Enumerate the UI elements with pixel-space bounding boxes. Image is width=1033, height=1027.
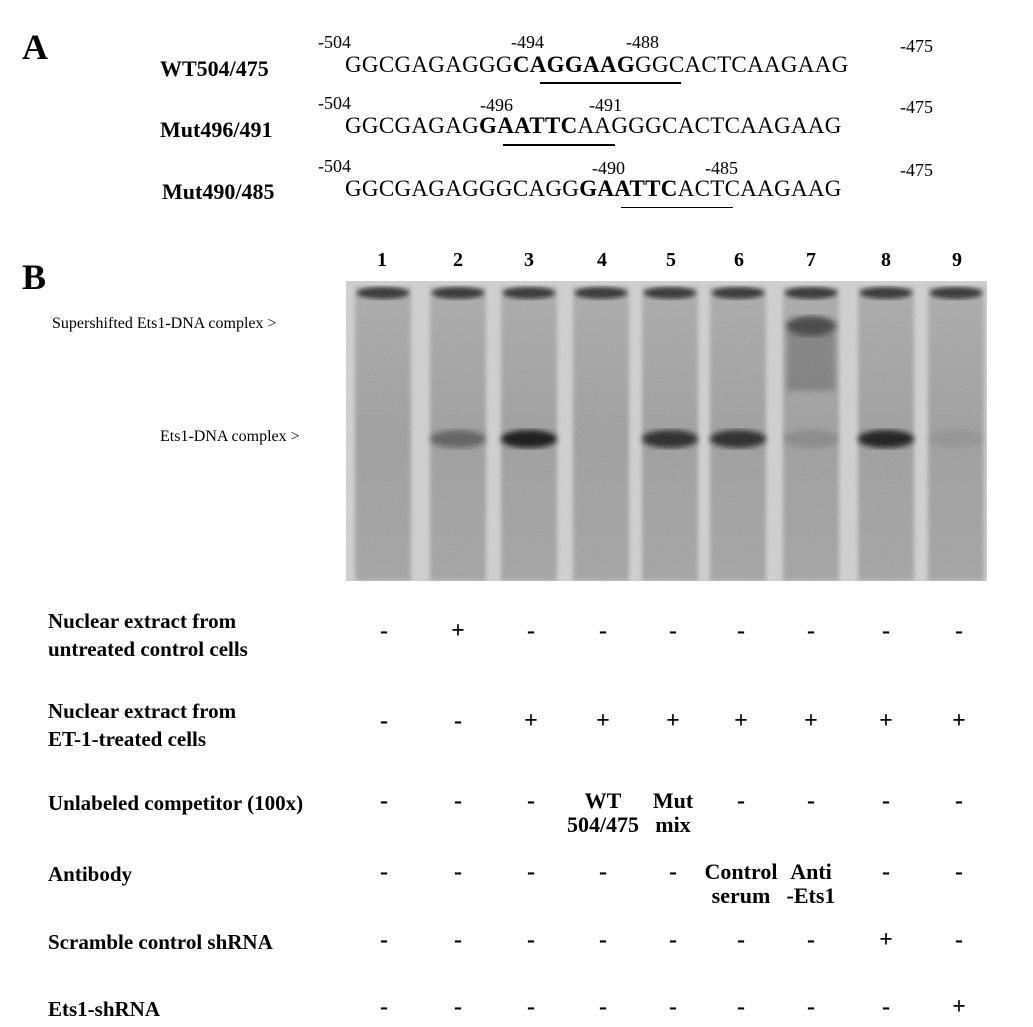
condition-cell-line: - bbox=[955, 927, 963, 953]
emsa-gel-image bbox=[346, 281, 987, 581]
condition-cell bbox=[919, 619, 999, 643]
position-label: -475 bbox=[900, 160, 933, 180]
condition-cell bbox=[846, 995, 926, 1019]
condition-cell-line: + bbox=[596, 708, 610, 734]
condition-label bbox=[48, 697, 236, 753]
lane-number: 8 bbox=[881, 249, 891, 271]
condition-cell-line: - bbox=[599, 994, 607, 1020]
condition-cell-line: -Ets1 bbox=[786, 883, 836, 908]
supershift-band-label: Supershifted Ets1-DNA complex > bbox=[52, 315, 277, 332]
condition-cell bbox=[418, 928, 498, 952]
condition-cell-line: - bbox=[454, 708, 462, 734]
condition-cell-line: - bbox=[807, 927, 815, 953]
condition-cell bbox=[701, 860, 781, 908]
condition-cell bbox=[919, 860, 999, 884]
lane-number: 4 bbox=[597, 249, 607, 271]
condition-cell-line: + bbox=[451, 618, 465, 644]
condition-label-line: Unlabeled competitor (100x) bbox=[48, 791, 304, 815]
condition-cell-line: - bbox=[807, 788, 815, 814]
condition-cell-line: Mut bbox=[652, 788, 694, 813]
condition-cell bbox=[418, 709, 498, 733]
condition-cell-line: - bbox=[454, 927, 462, 953]
condition-cell bbox=[344, 619, 424, 643]
lane-number: 2 bbox=[453, 249, 463, 271]
position-label: -504 bbox=[318, 93, 351, 113]
condition-cell-line: + bbox=[879, 708, 893, 734]
lane-number: 3 bbox=[524, 249, 534, 271]
binding-site-underline bbox=[540, 82, 681, 84]
condition-cell-line: - bbox=[599, 618, 607, 644]
condition-cell-line: + bbox=[734, 708, 748, 734]
condition-cell bbox=[563, 619, 643, 643]
condition-cell-line: + bbox=[524, 708, 538, 734]
condition-label-line: Antibody bbox=[48, 862, 133, 886]
position-label: -504 bbox=[318, 32, 351, 52]
condition-cell bbox=[846, 709, 926, 733]
condition-cell bbox=[701, 709, 781, 733]
condition-cell-line: - bbox=[882, 618, 890, 644]
condition-label bbox=[48, 789, 303, 817]
lane-number: 6 bbox=[734, 249, 744, 271]
condition-cell-line: - bbox=[669, 859, 677, 885]
position-label: -475 bbox=[900, 97, 933, 117]
condition-cell-line: Anti bbox=[790, 859, 832, 884]
condition-cell-line: - bbox=[669, 618, 677, 644]
condition-cell-line: - bbox=[955, 788, 963, 814]
condition-label bbox=[48, 607, 248, 663]
condition-cell bbox=[771, 995, 851, 1019]
panel-a-letter: A bbox=[22, 27, 48, 67]
complex-band-label: Ets1-DNA complex > bbox=[160, 428, 300, 445]
condition-cell bbox=[491, 995, 571, 1019]
condition-cell-line: WT bbox=[584, 788, 622, 813]
sequence-mut496: GGCGAGAGGAATTCAAGGGCACTCAAGAAG bbox=[345, 113, 842, 138]
condition-cell bbox=[701, 928, 781, 952]
condition-cell-line: Control bbox=[704, 859, 778, 884]
condition-cell bbox=[491, 860, 571, 884]
condition-cell bbox=[344, 789, 424, 813]
condition-cell-line: - bbox=[737, 788, 745, 814]
sequence-name-wt: WT504/475 bbox=[160, 56, 269, 81]
condition-cell bbox=[563, 928, 643, 952]
condition-cell-line: - bbox=[527, 618, 535, 644]
position-label: -490 bbox=[592, 158, 625, 178]
condition-cell bbox=[919, 709, 999, 733]
condition-cell bbox=[563, 709, 643, 733]
condition-cell-line: - bbox=[955, 618, 963, 644]
condition-cell-line: 504/475 bbox=[566, 812, 640, 837]
condition-label-line: Scramble control shRNA bbox=[48, 930, 273, 954]
condition-cell bbox=[344, 995, 424, 1019]
condition-cell-line: - bbox=[737, 618, 745, 644]
lane-number: 5 bbox=[666, 249, 676, 271]
position-label: -491 bbox=[589, 95, 622, 115]
position-label: -485 bbox=[705, 158, 738, 178]
condition-cell bbox=[491, 789, 571, 813]
condition-cell bbox=[701, 619, 781, 643]
lane-number: 7 bbox=[806, 249, 816, 271]
condition-cell-line: - bbox=[599, 927, 607, 953]
condition-cell-line: - bbox=[454, 994, 462, 1020]
panel-b-letter: B bbox=[22, 257, 47, 297]
condition-cell-line: - bbox=[380, 927, 388, 953]
condition-cell-line: + bbox=[952, 994, 966, 1020]
condition-cell bbox=[771, 709, 851, 733]
condition-cell-line: - bbox=[669, 927, 677, 953]
condition-cell bbox=[563, 860, 643, 884]
condition-label-line: ET-1-treated cells bbox=[48, 727, 207, 751]
sequence-wt: GGCGAGAGGGCAGGAAGGGCACTCAAGAAG bbox=[345, 52, 849, 77]
position-label: -475 bbox=[900, 36, 933, 56]
position-label: -496 bbox=[480, 95, 513, 115]
mutation-underline bbox=[503, 144, 615, 146]
condition-cell-line: - bbox=[380, 708, 388, 734]
condition-cell bbox=[418, 789, 498, 813]
condition-label bbox=[48, 860, 132, 888]
condition-cell-line: - bbox=[527, 994, 535, 1020]
sequence-name-mut490: Mut490/485 bbox=[162, 179, 275, 204]
condition-cell bbox=[846, 789, 926, 813]
condition-cell-line: - bbox=[882, 788, 890, 814]
condition-cell-line: mix bbox=[655, 812, 691, 837]
condition-cell bbox=[919, 928, 999, 952]
condition-cell bbox=[846, 928, 926, 952]
condition-cell-line: - bbox=[807, 618, 815, 644]
condition-label bbox=[48, 995, 160, 1023]
position-label: -488 bbox=[626, 32, 659, 52]
condition-cell-line: - bbox=[807, 994, 815, 1020]
condition-cell bbox=[418, 995, 498, 1019]
condition-cell-line: - bbox=[380, 618, 388, 644]
condition-label-line: Ets1-shRNA bbox=[48, 997, 161, 1021]
condition-label-line: untreated control cells bbox=[48, 637, 248, 661]
condition-cell bbox=[701, 789, 781, 813]
condition-cell-line: - bbox=[882, 994, 890, 1020]
condition-cell-line: - bbox=[737, 994, 745, 1020]
condition-cell-line: - bbox=[527, 859, 535, 885]
condition-cell bbox=[344, 928, 424, 952]
condition-cell-line: - bbox=[454, 788, 462, 814]
condition-cell bbox=[701, 995, 781, 1019]
condition-cell-line: - bbox=[737, 927, 745, 953]
lane-number: 9 bbox=[952, 249, 962, 271]
condition-cell bbox=[491, 709, 571, 733]
position-label: -504 bbox=[318, 156, 351, 176]
condition-cell-line: - bbox=[380, 859, 388, 885]
condition-cell-line: - bbox=[527, 927, 535, 953]
condition-cell bbox=[771, 928, 851, 952]
condition-cell-line: - bbox=[380, 788, 388, 814]
condition-cell bbox=[344, 860, 424, 884]
condition-cell bbox=[771, 860, 851, 908]
condition-cell bbox=[846, 860, 926, 884]
sequence-name-mut496: Mut496/491 bbox=[160, 117, 273, 142]
condition-cell-line: - bbox=[527, 788, 535, 814]
mutation-underline bbox=[621, 207, 733, 208]
condition-cell bbox=[491, 619, 571, 643]
condition-cell-line: + bbox=[952, 708, 966, 734]
condition-cell bbox=[418, 860, 498, 884]
condition-cell-line: + bbox=[804, 708, 818, 734]
condition-cell-line: + bbox=[666, 708, 680, 734]
lane-number: 1 bbox=[377, 249, 387, 271]
condition-cell bbox=[344, 709, 424, 733]
condition-cell-line: serum bbox=[711, 883, 771, 908]
condition-cell bbox=[919, 789, 999, 813]
condition-label-line: Nuclear extract from bbox=[48, 699, 237, 723]
condition-label-line: Nuclear extract from bbox=[48, 609, 237, 633]
condition-cell bbox=[563, 789, 643, 837]
condition-cell-line: - bbox=[380, 994, 388, 1020]
sequence-mut490: GGCGAGAGGGCAGGGAATTCACTCAAGAAG bbox=[345, 176, 842, 201]
condition-cell bbox=[418, 619, 498, 643]
position-label: -494 bbox=[511, 32, 544, 52]
condition-cell bbox=[846, 619, 926, 643]
gel-grain bbox=[346, 281, 987, 581]
condition-cell-line: + bbox=[879, 927, 893, 953]
condition-cell-line: - bbox=[882, 859, 890, 885]
condition-label bbox=[48, 928, 273, 956]
condition-cell bbox=[771, 619, 851, 643]
condition-cell bbox=[563, 995, 643, 1019]
condition-cell-line: - bbox=[599, 859, 607, 885]
condition-cell-line: - bbox=[454, 859, 462, 885]
condition-cell bbox=[771, 789, 851, 813]
condition-cell-line: - bbox=[669, 994, 677, 1020]
condition-cell-line: - bbox=[955, 859, 963, 885]
condition-cell bbox=[491, 928, 571, 952]
condition-cell bbox=[919, 995, 999, 1019]
